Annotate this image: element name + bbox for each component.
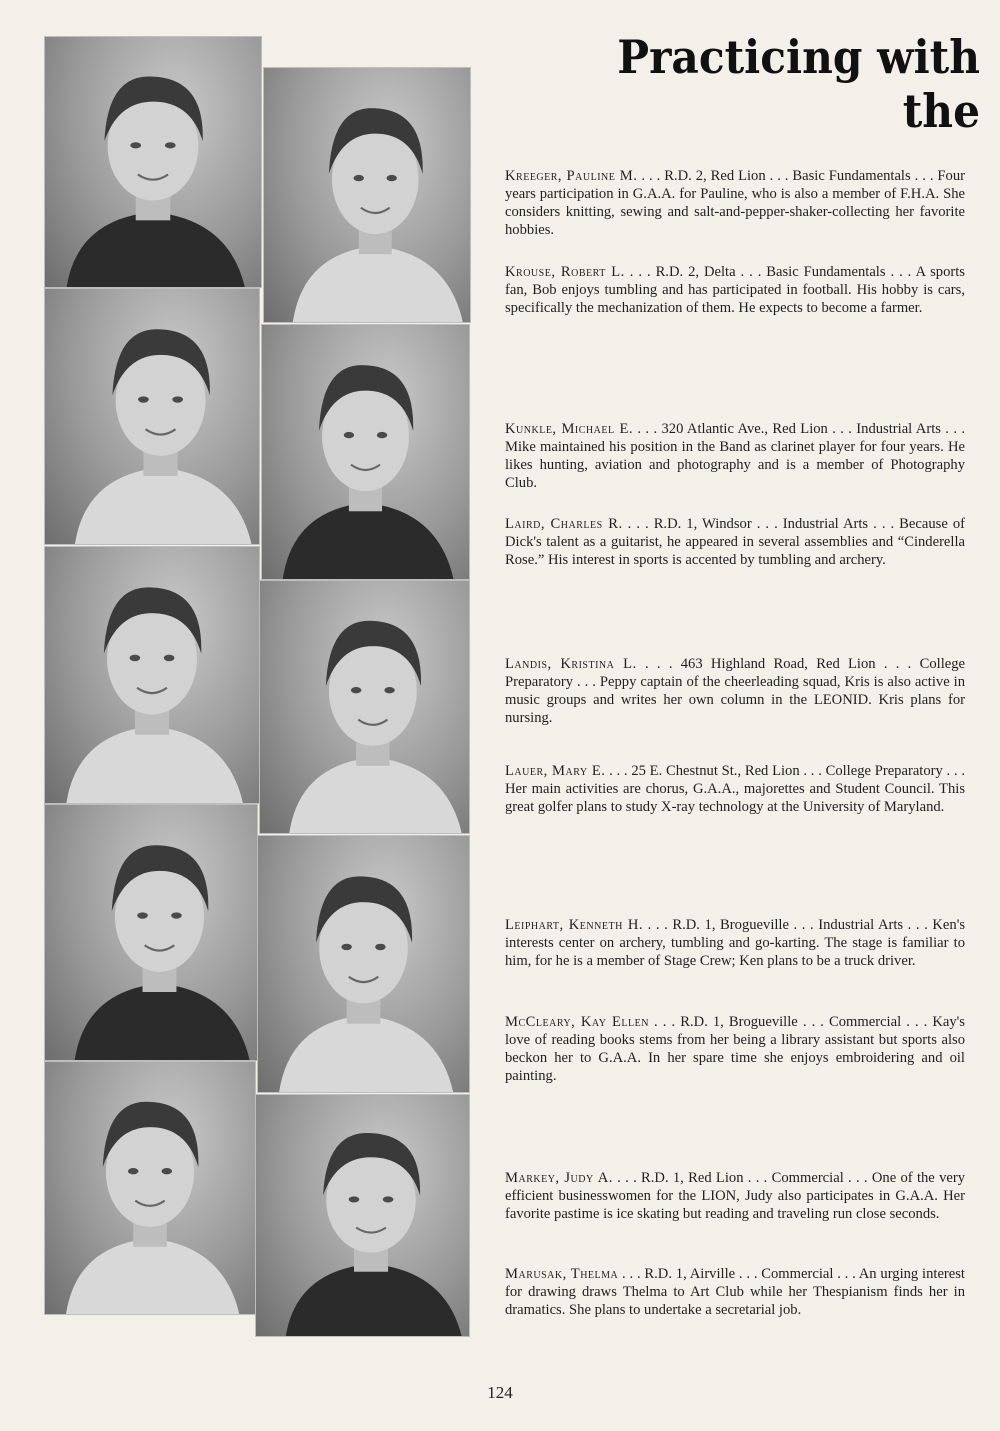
page-title: Practicing with the <box>617 30 980 138</box>
student-details: . . . 25 E. Chestnut St., Red Lion . . . College Preparatory . . . Her main activities are chorus, G.A.A., majorettes and Student Council. This great golfer plans to study X-ray technology at the University of Maryland. <box>505 763 965 815</box>
portrait-shape <box>66 726 243 803</box>
portrait-shape <box>162 1168 173 1174</box>
portrait-shape <box>66 1238 239 1314</box>
student-entry <box>505 167 965 239</box>
student-details: . . . R.D. 1, Brogueville . . . Industrial Arts . . . Ken's interests center on archery, tumbling and go-karting. The stage is familiar to him, for he is a member of Stage Crew; Ken plans to be a truck driver. <box>505 917 965 969</box>
portrait-shape <box>75 468 252 545</box>
student-name: Kreeger, Pauline M. <box>505 168 638 184</box>
portrait-shape <box>171 912 182 918</box>
student-details: . . . 320 Atlantic Ave., Red Lion . . . Industrial Arts . . . Mike maintained his position in the Band as clarinet player for four years. He likes hunting, aviation and photography and is a member of Photography Club. <box>505 421 965 491</box>
student-entry <box>505 1013 965 1085</box>
student-name: Leiphart, Kenneth H. <box>505 917 644 933</box>
portrait-shape <box>289 757 461 833</box>
student-details: . . . R.D. 2, Delta . . . Basic Fundamentals . . . A sports fan, Bob enjoys tumbling and has participated in football. His hobby is cars, specifically the mechanization of them. He expects to become a farmer. <box>505 264 965 316</box>
student-entry <box>505 916 965 970</box>
student-name: Landis, Kristina L. <box>505 656 637 672</box>
portrait-shape <box>138 396 149 402</box>
student-name: Markey, Judy A. <box>505 1170 613 1186</box>
portrait-photo <box>259 580 470 834</box>
portrait-photo <box>261 324 470 580</box>
student-entry <box>505 1169 965 1223</box>
portrait-silhouette <box>262 325 469 579</box>
student-details: . . . R.D. 1, Brogueville . . . Commercial . . . Kay's love of reading books stems from her being a library assistant but sports also beckon her to G.A.A. In her spare time she enjoys embroidering and oil painting. <box>505 1014 965 1084</box>
student-name: Kunkle, Michael E. <box>505 421 634 437</box>
portrait-photo <box>44 36 262 288</box>
portrait-shape <box>137 912 148 918</box>
portrait-shape <box>377 432 387 438</box>
student-entry <box>505 762 965 816</box>
student-entry <box>505 655 965 727</box>
portrait-silhouette <box>256 1095 469 1336</box>
portrait-shape <box>75 984 250 1061</box>
portrait-shape <box>130 655 141 661</box>
student-name: Lauer, Mary E. <box>505 763 606 779</box>
student-name: Marusak, Thelma <box>505 1266 619 1282</box>
portrait-shape <box>351 687 361 693</box>
portrait-photo <box>263 67 471 323</box>
student-name: Krouse, Robert L. <box>505 264 625 280</box>
portrait-shape <box>172 396 183 402</box>
student-details: . . . R.D. 2, Red Lion . . . Basic Fundamentals . . . Four years participation in G.A.A. for Pauline, who is also a member of F.H.A. She considers knitting, sewing and salt-and-pepper-shaker-collecting her favorite hobbies. <box>505 168 965 238</box>
student-name: McCleary, Kay Ellen <box>505 1014 649 1030</box>
portrait-shape <box>349 1196 360 1202</box>
portrait-silhouette <box>45 1062 255 1314</box>
student-entry <box>505 263 965 317</box>
portrait-shape <box>286 1264 462 1336</box>
portrait-silhouette <box>258 836 469 1092</box>
portrait-shape <box>164 655 175 661</box>
portrait-photo <box>44 804 258 1061</box>
student-details: . . . R.D. 1, Red Lion . . . Commercial . . . One of the very efficient businesswomen for the LION, Judy also participates in G.A.A. Her favorite pastime is ice skating but reading and traveling run close seconds. <box>505 1170 965 1222</box>
page-number: 124 <box>487 1383 513 1402</box>
portrait-photo <box>44 1061 256 1315</box>
portrait-shape <box>130 142 141 148</box>
portrait-shape <box>67 212 245 287</box>
student-entry <box>505 515 965 569</box>
portrait-shape <box>283 503 454 579</box>
portrait-shape <box>344 432 354 438</box>
portrait-shape <box>354 175 364 181</box>
portrait-silhouette <box>45 547 259 803</box>
portrait-shape <box>165 142 176 148</box>
student-entry <box>505 420 965 492</box>
portrait-shape <box>384 687 394 693</box>
student-entry <box>505 1265 965 1319</box>
portrait-silhouette <box>45 805 257 1060</box>
portrait-shape <box>279 1015 453 1092</box>
student-details: . . . R.D. 1, Airville . . . Commercial . . . An urging interest for drawing draws Thelma to Art Club while her Thespianism finds her in dramatics. She plans to undertake a secretarial job. <box>505 1266 965 1318</box>
portrait-photo <box>44 546 260 804</box>
portrait-photo <box>255 1094 470 1337</box>
student-name: Laird, Charles R. <box>505 516 623 532</box>
portrait-shape <box>375 944 386 950</box>
portrait-silhouette <box>45 289 259 544</box>
portrait-shape <box>293 246 463 322</box>
portrait-silhouette <box>45 37 261 287</box>
portrait-shape <box>387 175 397 181</box>
student-details: . . . 463 Highland Road, Red Lion . . . College Preparatory . . . Peppy captain of the cheerleading squad, Kris is also active in music groups and writes her own column in the LEONID. Kris plans for nursing. <box>505 656 965 726</box>
portrait-shape <box>341 944 352 950</box>
portrait-photo <box>44 288 260 545</box>
portrait-silhouette <box>264 68 470 322</box>
portrait-shape <box>383 1196 394 1202</box>
portrait-silhouette <box>260 581 469 833</box>
portrait-photo <box>257 835 470 1093</box>
portrait-shape <box>128 1168 139 1174</box>
student-details: . . . R.D. 1, Windsor . . . Industrial Arts . . . Because of Dick's talent as a guitarist, he appeared in several assemblies and “Cinderella Rose.” His interest in sports is accented by tumbling and archery. <box>505 516 966 568</box>
